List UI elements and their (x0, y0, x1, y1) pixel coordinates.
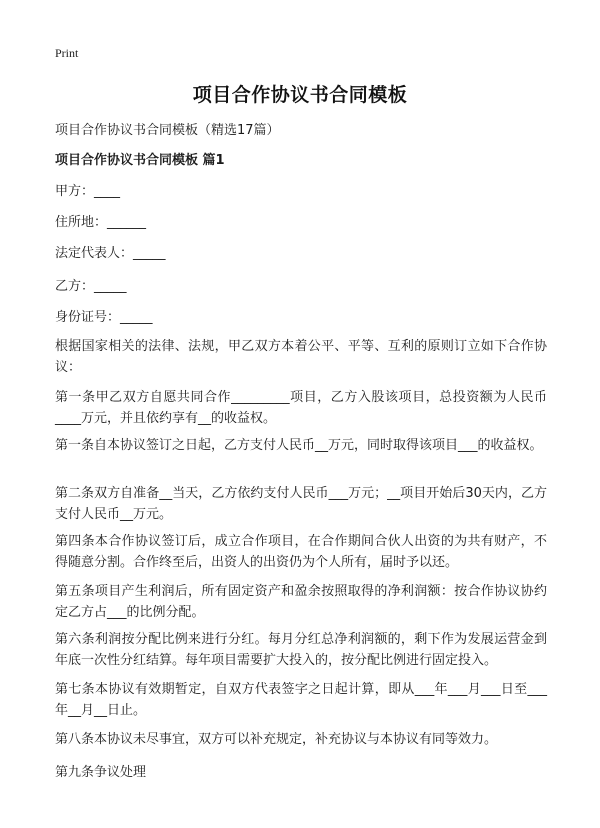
paragraph-article-7: 第七条本协议有效期暂定，自双方代表签字之日起计算，即从___年___月___日至___年__月__日止。 (55, 682, 547, 718)
print-link[interactable]: Print (55, 46, 79, 60)
field-party-b: 乙方：_____ (55, 279, 127, 294)
paragraph-article-1: 第一条甲乙双方自愿共同合作_________项目，乙方入股该项目，总投资额为人民币____万元，并且依约享有__的收益权。 (55, 390, 547, 426)
paragraph-article-5: 第五条项目产生利润后，所有固定资产和盈余按照取得的净利润额：按合作协议协约定乙方占___的比例分配。 (55, 584, 547, 620)
field-legal-representative: 法定代表人：_____ (55, 246, 166, 261)
paragraph-article-6: 第六条利润按分配比例来进行分红。每月分红总净利润额的，剩下作为发展运营金到年底一次性分红结算。每年项目需要扩大投入的，按分配比例进行固定投入。 (55, 632, 547, 668)
paragraph-article-9: 第九条争议处理 (55, 765, 147, 780)
paragraph-article-4: 第四条本合作协议签订后，成立合作项目，在合作期间合伙人出资的为共有财产，不得随意分割。合作终至后，出资人的出资仍为个人所有，届时予以还。 (55, 534, 547, 570)
field-party-a: 甲方：____ (55, 184, 121, 199)
paragraph-preamble: 根据国家相关的法律、法规，甲乙双方本着公平、平等、互利的原则订立如下合作协议： (55, 339, 547, 375)
document-title: 项目合作协议书合同模板 (192, 84, 408, 106)
field-id-number: 身份证号：_____ (55, 310, 153, 325)
document-subtitle: 项目合作协议书合同模板（精选17篇） (55, 123, 280, 138)
paragraph-article-8: 第八条本协议未尽事宜，双方可以补充规定，补充协议与本协议有同等效力。 (55, 732, 498, 747)
section-heading: 项目合作协议书合同模板 篇1 (55, 153, 225, 168)
field-address: 住所地：______ (55, 215, 147, 230)
paragraph-article-1b: 第一条自本协议签订之日起，乙方支付人民币__万元，同时取得该项目___的收益权。 (55, 438, 543, 453)
paragraph-article-2: 第二条双方自准备__当天，乙方依约支付人民币___万元；__项目开始后30天内，乙方支付人民币__万元。 (55, 486, 547, 522)
